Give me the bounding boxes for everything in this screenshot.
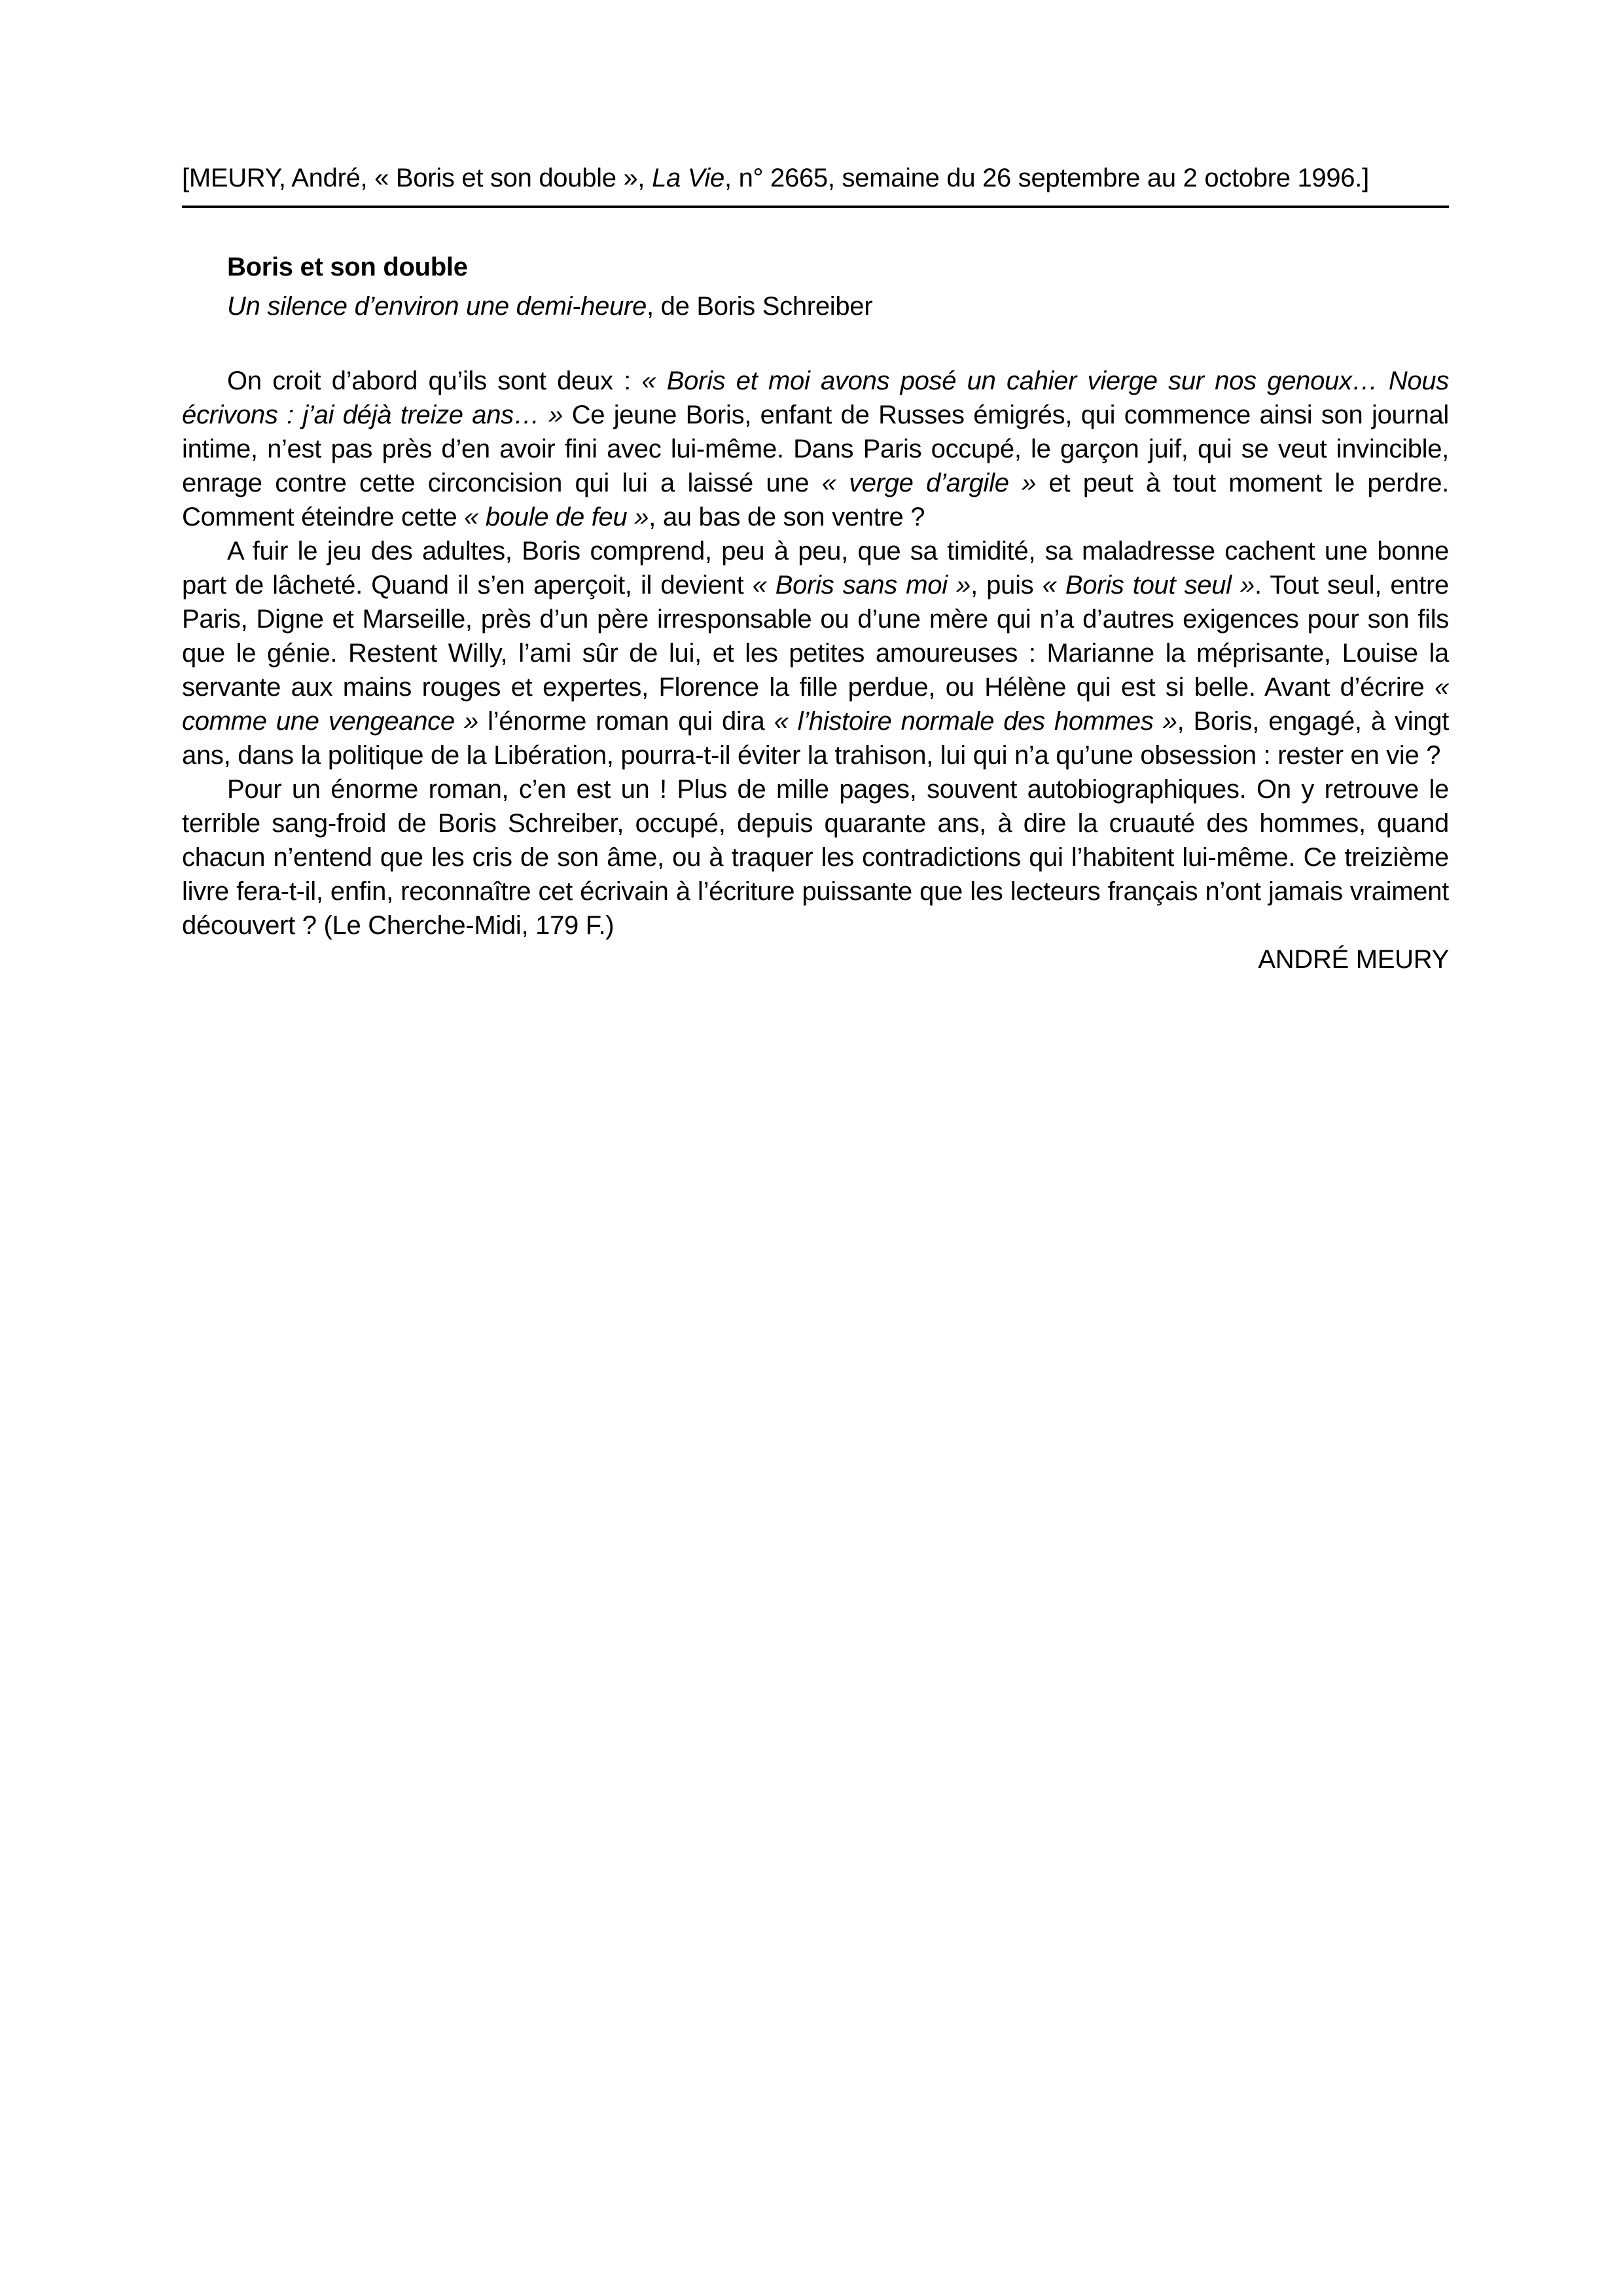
- citation-header: [MEURY, André, « Boris et son double », La Vie, n° 2665, semaine du 26 septembre au 2 octobre 1996.]: [182, 164, 1369, 192]
- paragraph-2: A fuir le jeu des adultes, Boris comprend, peu à peu, que sa timidité, sa maladresse cachent une bonne part de lâcheté. Quand il s’en aperçoit, il devient « Boris sans moi », puis « Boris tout seul ». Tout seul, entre Paris, Digne et Marseille, près d’un père irresponsable ou d’une mère qui n’a d’autres exigences pour son fils que le génie. Restent Willy, l’ami sûr de lui, et les petites amoureuses : Marianne la méprisante, Louise la servante aux mains rouges et expertes, Florence la fille perdue, ou Hélène qui est si belle. Avant d’écrire « comme une vengeance » l’énorme roman qui dira « l’histoire normale des hommes », Boris, engagé, à vingt ans, dans la politique de la Libération, pourra-t-il éviter la trahison, lui qui n’a qu’une obsession : rester en vie ?: [182, 537, 1450, 770]
- paragraph-3: Pour un énorme roman, c’en est un ! Plus de mille pages, souvent autobiographiques. On y retrouve le terrible sang-froid de Boris Schreiber, occupé, depuis quarante ans, à dire la cruauté des hommes, quand chacun n’entend que les cris de son âme, ou à traquer les contradictions qui l’habitent lui-même. Ce treizième livre fera-t-il, enfin, reconnaître cet écrivain à l’écriture puissante que les lecteurs français n’ont jamais vraiment découvert ? (Le Cherche-Midi, 179 F.): [182, 775, 1449, 940]
- divider-rule: [182, 206, 1449, 208]
- author-signature: ANDRÉ MEURY: [1258, 945, 1449, 974]
- article-subtitle: Un silence d’environ une demi-heure, de Boris Schreiber: [227, 292, 873, 321]
- article-title: Boris et son double: [227, 253, 468, 281]
- document-content: [182, 161, 1449, 977]
- paragraph-1: On croit d’abord qu’ils sont deux : « Boris et moi avons posé un cahier vierge sur nos genoux… Nous écrivons : j’ai déjà treize ans… » Ce jeune Boris, enfant de Russes émigrés, qui commence ainsi son journal intime, n’est pas près d’en avoir fini avec lui-même. Dans Paris occupé, le garçon juif, qui se veut invincible, enrage contre cette circoncision qui lui a laissé une « verge d’argile » et peut à tout moment le perdre. Comment éteindre cette « boule de feu », au bas de son ventre ?: [182, 367, 1450, 531]
